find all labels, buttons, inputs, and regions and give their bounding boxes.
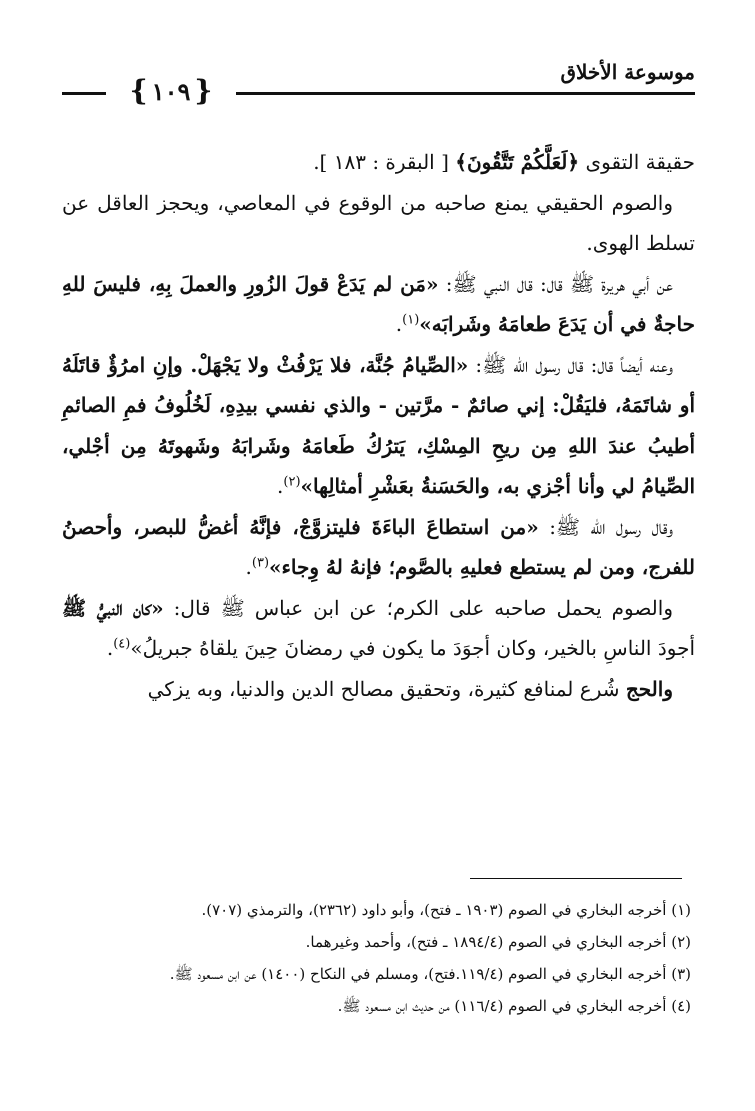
verse-reference: [ البقرة : ١٨٣ ]. (313, 150, 449, 174)
hadith-intro: وعنه أيضاً قال: قال رسول الله ﷺ: (475, 352, 674, 377)
quran-verse: ﴿لَعَلَّكُمْ تَتَّقُونَ﴾ (455, 150, 580, 174)
hadith-intro: عن أبي هريرة ﷺ قال: قال النبي ﷺ: (445, 271, 673, 296)
paragraph (62, 264, 695, 345)
footnote-marker: (٣) (251, 555, 270, 571)
paragraph (62, 183, 695, 264)
running-title: موسوعة الأخلاق (560, 60, 695, 84)
hadith-text: «كان النبيُّ ﷺ (62, 595, 164, 620)
paragraph (62, 507, 695, 588)
sentence-end: . (106, 636, 114, 660)
main-text (62, 142, 695, 709)
paragraph-text: حقيقة التقوى (585, 150, 695, 174)
paragraph (62, 669, 695, 710)
paragraph (62, 588, 695, 669)
hadith-intro: وقال رسول الله ﷺ: (549, 514, 674, 539)
footnote-marker: (٢) (283, 474, 301, 490)
page-header (62, 58, 695, 110)
lead-word: والحج (625, 676, 673, 701)
hadith-text: «مَن لم يَدَعْ قولَ الزُورِ والعملَ بِهِ، فليسَ للهِ حاجةٌ في أن يَدَعَ طعامَهُ وشَرابَه» (62, 271, 695, 336)
footnote: (٤) أخرجه البخاري في الصوم (١١٦/٤) من حديث ابن مسعود ﷺ. (337, 997, 691, 1015)
footnote-separator (470, 878, 682, 879)
footnote: (٢) أخرجه البخاري في الصوم (١٨٩٤/٤ ـ فتح)، وأحمد وغيرهما. (305, 933, 691, 951)
paragraph-text: شُرع لمنافع كثيرة، وتحقيق مصالح الدين والدنيا، وبه يزكي (147, 676, 620, 701)
footnote: (١) أخرجه البخاري في الصوم (١٩٠٣ ـ فتح)، وأبو داود (٢٣٦٢)، والترمذي (٧٠٧). (201, 901, 691, 919)
hadith-text: «الصِّيامُ جُنَّة، فلا يَرْفُثْ ولا يَجْهَلْ. وإنِ امرُؤٌ قاتَلَهُ أو شاتَمَهُ، فليَقُلْ: إني صائمٌ - مرَّتين - والذي نفسي بيدِهِ، لَخُلُوفُ فمِ الصائمِ أطيبُ عندَ اللهِ مِن ريحِ المِسْكِ، يَترُكُ طَعامَهُ وشَرابَهُ وشَهوتَهُ مِن أجْلي، الصِّيامُ لي وأنا أجْزي به، والحَسَنةُ بعَشْرِ أمثالِها» (62, 352, 696, 498)
sentence-end: . (245, 555, 252, 579)
hadith-text: «من استطاعَ الباءَةَ فليتزوَّجْ، فإنَّهُ أغضُّ للبصر، وأحصنُ للفرج، ومن لم يستطع فعليهِ بالصَّوم؛ فإنهُ لهُ وِجاء» (62, 514, 695, 579)
paragraph-text: والصوم الحقيقي يمنع صاحبه من الوقوع في المعاصي، ويحجز العاقل عن تسلط الهوى. (62, 190, 695, 255)
footnote-marker: (٤) (113, 636, 131, 652)
paragraph (62, 345, 695, 507)
footnotes (62, 894, 691, 1022)
page-number: ١٠٩ (151, 76, 191, 106)
footnote: (٣) أخرجه البخاري في الصوم (١١٩/٤.فتح)، ومسلم في النكاح (١٤٠٠) عن ابن مسعود ﷺ. (169, 965, 691, 983)
bracket-left-ornament: } (129, 74, 148, 107)
sentence-end: . (395, 312, 403, 336)
hadith-continuation: أجودَ الناسِ بالخير، وكان أجوَدَ ما يكون في رمضانَ حِينَ يلقاهُ جبريلُ» (130, 636, 695, 660)
hadith-intro: والصوم يحمل صاحبه على الكرم؛ عن ابن عباس ﷺ قال: (173, 595, 673, 620)
page-number-frame (106, 73, 236, 109)
bracket-right-ornament: { (194, 74, 213, 107)
paragraph (62, 142, 695, 183)
footnote-marker: (١) (402, 312, 420, 328)
sentence-end: . (277, 474, 284, 498)
